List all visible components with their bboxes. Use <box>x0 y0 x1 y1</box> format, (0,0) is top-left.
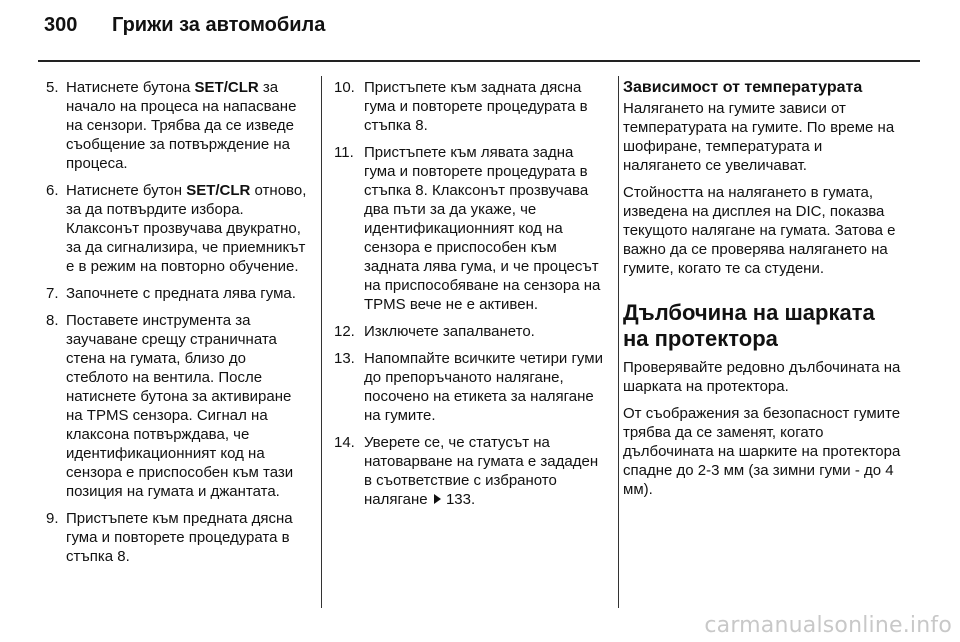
step-text: Поставете инструмента за заучаване срещу страничната стена на гумата, близо до стеблото на вентила. После натиснете бутона за активиране на TPMS сензора. Сигнал на клаксона потвърждава, че идентификационният код на сензора е приспособен към тази позиция на гумата и джантата. <box>66 312 294 500</box>
list-item <box>334 322 608 341</box>
page-reference[interactable]: 133. <box>445 491 476 508</box>
step-text: Натиснете бутона SET/CLR за начало на процеса на напасване на сензори. Трябва да се изведе съобщение за потвърждение на процеса. <box>66 79 297 172</box>
button-name: SET/CLR <box>194 79 259 96</box>
list-item <box>334 349 608 425</box>
step-number: 6. <box>46 182 59 199</box>
step-number: 12. <box>334 323 355 340</box>
paragraph: От съображения за безопасност гумите трябва да се заменят, когато дълбочината на шарките на протектора спадне до 2-3 мм (за зимни гуми - до 4 мм). <box>623 405 901 498</box>
section-heading-tread-depth: Дълбочина на шарката на протектора <box>623 300 875 351</box>
paragraph: Налягането на гумите зависи от температурата на гумите. По време на шофиране, температурата и налягането се увеличават. <box>623 100 895 174</box>
list-item <box>46 311 312 501</box>
step-number: 10. <box>334 79 355 96</box>
step-number: 7. <box>46 285 59 302</box>
list-item <box>334 78 608 135</box>
step-number: 9. <box>46 510 59 527</box>
step-text: Натиснете бутон SET/CLR отново, за да потвърдите избора. Клаксонът прозвучава двукратно, за да сигнализира, че приемникът е в режим на повторно обучение. <box>66 182 307 275</box>
page-number: 300 <box>44 14 78 36</box>
column-2 <box>334 78 608 517</box>
paragraph: Проверявайте редовно дълбочината на шарката на протектора. <box>623 359 901 395</box>
step-text: Започнете с предната лява гума. <box>66 285 296 302</box>
column-divider-2 <box>618 76 619 608</box>
step-number: 13. <box>334 350 355 367</box>
step-text: Уверете се, че статусът на натоварване на гумата е зададен в съответствие с избраното налягане 133. <box>364 434 599 508</box>
page-reference-arrow-icon <box>434 494 441 504</box>
list-item <box>334 433 608 509</box>
list-item <box>334 143 608 314</box>
list-item <box>46 284 312 303</box>
step-text: Пристъпете към предната дясна гума и повторете процедурата в стъпка 8. <box>66 510 293 565</box>
button-name: SET/CLR <box>186 182 251 199</box>
list-item <box>46 181 312 276</box>
list-item <box>46 78 312 173</box>
column-1 <box>46 78 312 574</box>
list-item <box>46 509 312 566</box>
step-text: Изключете запалването. <box>364 323 535 340</box>
column-divider-1 <box>321 76 322 608</box>
page-header <box>44 14 325 50</box>
step-number: 8. <box>46 312 59 329</box>
section-heading-temperature: Зависимост от температурата <box>623 79 863 96</box>
watermark: carmanualsonline.info <box>704 613 952 638</box>
column-3 <box>623 78 903 507</box>
step-number: 14. <box>334 434 355 451</box>
steps-list-1 <box>46 78 312 566</box>
step-text: Напомпайте всичките четири гуми до препоръчаното налягане, посочено на етикета за налягане на гумите. <box>364 350 603 424</box>
paragraph: Стойността на налягането в гумата, изведена на дисплея на DIC, показва текущото налягане на гумата. Затова е важно да се проверява налягането на гумите, когато те са студени. <box>623 184 896 277</box>
step-text: Пристъпете към лявата задна гума и повторете процедурата в стъпка 8. Клаксонът прозвучава два пъти за да укаже, че идентификационният код на сензора е приспособен към задната лява гума, и че процесът на приспособяване на сензора на TPMS вече не е активен. <box>364 144 601 313</box>
step-number: 11. <box>334 144 354 161</box>
step-number: 5. <box>46 79 59 96</box>
step-text: Пристъпете към задната дясна гума и повторете процедурата в стъпка 8. <box>364 79 588 134</box>
page-title: Грижи за автомобила <box>112 14 326 36</box>
steps-list-2 <box>334 78 608 509</box>
header-rule <box>38 60 920 62</box>
